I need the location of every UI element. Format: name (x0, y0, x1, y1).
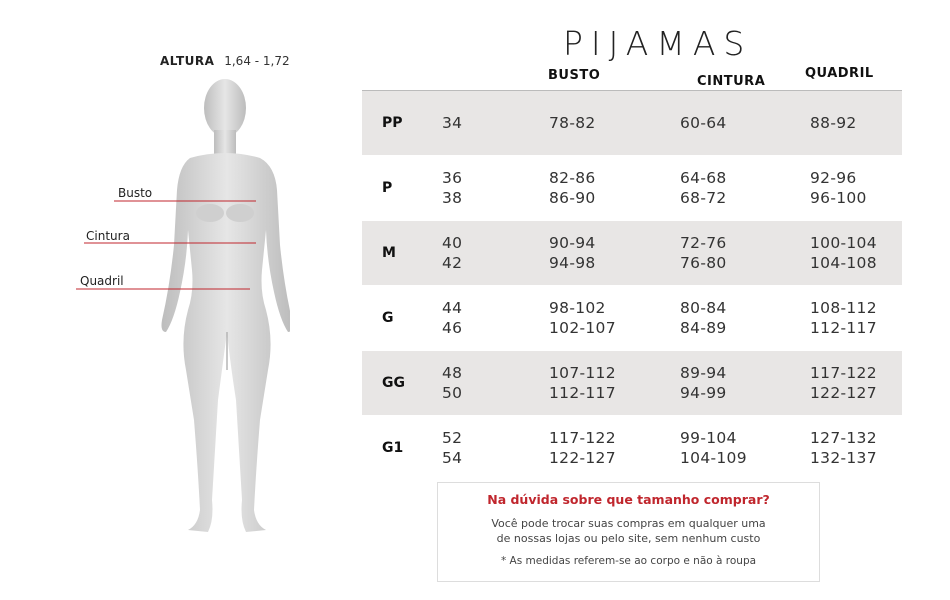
size-label: P (382, 180, 393, 196)
page-title: PIJAMAS (563, 24, 753, 63)
size-label: GG (382, 375, 405, 391)
quadril-cell (810, 156, 867, 220)
table-row (362, 156, 902, 221)
number-cell (442, 91, 462, 155)
size-label: PP (382, 115, 403, 131)
number-cell-value: 40 (442, 234, 463, 252)
cintura-cell-value: 64-68 (680, 169, 727, 187)
note-body (438, 516, 819, 546)
cintura-cell (680, 351, 727, 415)
table-row (362, 286, 902, 351)
quadril-cell-value: 96-100 (810, 189, 867, 207)
quadril-cell (810, 286, 877, 350)
column-header-quadril: QUADRIL (805, 66, 874, 81)
table-row (362, 91, 902, 156)
cintura-cell-value: 72-76 (680, 234, 727, 252)
cintura-cell-value: 94-99 (680, 384, 727, 402)
number-cell (442, 416, 462, 480)
height-label: ALTURA (160, 54, 215, 68)
quadril-cell-value: 122-127 (810, 384, 877, 402)
cintura-cell-value: 104-109 (680, 449, 747, 467)
cintura-cell (680, 286, 727, 350)
height-info (160, 54, 290, 68)
number-cell (442, 351, 462, 415)
busto-cell-value: 78-82 (549, 114, 596, 132)
quadril-cell-value: 117-122 (810, 364, 877, 382)
quadril-cell-value: 100-104 (810, 234, 877, 252)
cintura-label: Cintura (86, 229, 130, 243)
cintura-cell-value: 84-89 (680, 319, 727, 337)
note-line-2: de nossas lojas ou pelo site, sem nenhum custo (496, 532, 761, 545)
quadril-cell-value: 132-137 (810, 449, 877, 467)
table-row (362, 351, 902, 416)
busto-label: Busto (118, 186, 153, 200)
column-header-cintura: CINTURA (697, 74, 766, 89)
cintura-cell (680, 221, 727, 285)
number-cell (442, 156, 462, 220)
help-note (437, 482, 820, 582)
quadril-cell (810, 351, 877, 415)
number-cell (442, 286, 462, 350)
busto-cell (549, 416, 616, 480)
busto-cell-value: 107-112 (549, 364, 616, 382)
busto-cell (549, 91, 596, 155)
number-cell-value: 54 (442, 449, 463, 467)
busto-cell (549, 286, 616, 350)
note-line-1: Você pode trocar suas compras em qualquer uma (491, 517, 766, 530)
busto-cell-value: 122-127 (549, 449, 616, 467)
size-table (362, 91, 902, 481)
size-label: G1 (382, 440, 404, 456)
busto-cell-value: 94-98 (549, 254, 596, 272)
table-row (362, 416, 902, 481)
busto-cell-value: 112-117 (549, 384, 616, 402)
number-cell-value: 44 (442, 299, 463, 317)
mannequin-figure (70, 70, 290, 540)
size-label: G (382, 310, 394, 326)
number-cell (442, 221, 462, 285)
quadril-cell-value: 108-112 (810, 299, 877, 317)
height-value: 1,64 - 1,72 (224, 54, 290, 68)
number-cell-value: 34 (442, 114, 463, 132)
table-row (362, 221, 902, 286)
busto-cell (549, 221, 596, 285)
quadril-cell-value: 112-117 (810, 319, 877, 337)
table-header (362, 66, 902, 90)
note-footnote: * As medidas referem-se ao corpo e não à roupa (500, 555, 757, 567)
quadril-cell-value: 127-132 (810, 429, 877, 447)
size-label: M (382, 245, 396, 261)
cintura-cell (680, 91, 727, 155)
busto-cell-value: 86-90 (549, 189, 596, 207)
column-header-busto: BUSTO (548, 68, 601, 83)
cintura-cell-value: 99-104 (680, 429, 737, 447)
busto-cell-value: 82-86 (549, 169, 596, 187)
cintura-cell (680, 416, 747, 480)
busto-cell-value: 90-94 (549, 234, 596, 252)
busto-cell (549, 156, 596, 220)
number-cell-value: 42 (442, 254, 463, 272)
number-cell-value: 52 (442, 429, 463, 447)
cintura-cell-value: 60-64 (680, 114, 727, 132)
cintura-cell (680, 156, 727, 220)
note-title: Na dúvida sobre que tamanho comprar? (487, 492, 770, 507)
quadril-cell (810, 91, 857, 155)
quadril-label: Quadril (80, 274, 124, 288)
cintura-cell-value: 89-94 (680, 364, 727, 382)
quadril-cell-value: 104-108 (810, 254, 877, 272)
quadril-cell (810, 221, 877, 285)
cintura-cell-value: 68-72 (680, 189, 727, 207)
number-cell-value: 50 (442, 384, 463, 402)
busto-cell-value: 102-107 (549, 319, 616, 337)
busto-cell-value: 98-102 (549, 299, 606, 317)
busto-cell (549, 351, 616, 415)
quadril-cell-value: 92-96 (810, 169, 857, 187)
number-cell-value: 38 (442, 189, 463, 207)
number-cell-value: 46 (442, 319, 463, 337)
cintura-cell-value: 76-80 (680, 254, 727, 272)
number-cell-value: 48 (442, 364, 463, 382)
quadril-cell (810, 416, 877, 480)
busto-cell-value: 117-122 (549, 429, 616, 447)
quadril-cell-value: 88-92 (810, 114, 857, 132)
number-cell-value: 36 (442, 169, 463, 187)
cintura-cell-value: 80-84 (680, 299, 727, 317)
